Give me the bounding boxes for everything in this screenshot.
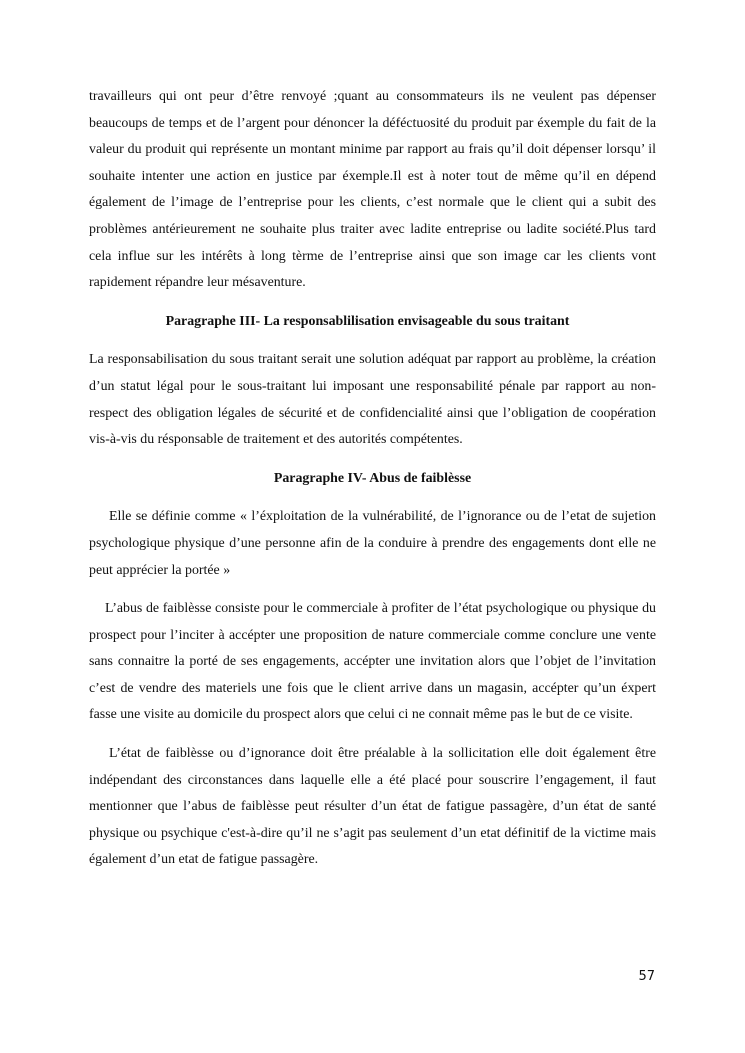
paragraph-definition: Elle se définie comme « l’éxploitation de la vulnérabilité, de l’ignorance ou de l’etat de sujetion psychologique physique d’une personne afin de la conduire à prendre des engagements dont elle ne peut apprécier la portée » [89, 509, 656, 578]
paragraph-etat-faiblesse: L’état de faiblèsse ou d’ignorance doit être préalable à la sollicitation elle doit également être indépendant des circonstances dans laquelle elle a été placé pour souscrire l’engagement, il faut mentionner que l’abus de faiblèsse peut résulter d’un état de fatigue passagère, d’un état de santé physique ou psychique c'est-à-dire qu’il ne s’agit pas seulement d’un etat définitif de la victime mais également d’un etat de fatigue passagère. [89, 746, 656, 868]
page-number: 57 [638, 969, 655, 984]
document-page [89, 84, 656, 874]
paragraph-responsabilisation: La responsabilisation du sous traitant serait une solution adéquat par rapport au problème, la création d’un statut légal pour le sous-traitant lui imposant une responsabilité pénale par rapport au non-respect des obligation légales de sécurité et de confidencialité ainsi que l’obligation de coopération vis-à-vis du résponsable de traitement et des autorités compétentes. [89, 352, 656, 448]
section-heading-paragraphe-iv: Paragraphe IV- Abus de faiblèsse [273, 470, 472, 486]
intro-paragraph: travailleurs qui ont peur d’être renvoyé ;quant au consommateurs ils ne veulent pas dépenser beaucoups de temps et de l’argent pour dénoncer la déféctuosité du produit par éxemple du fait de la valeur du produit qui représente un montant minime par rapport au frais qu’il doit dépenser lorsqu’ il souhaite intenter une action en justice par éxemple.Il est à noter tout de même qu’il en dépend également de l’image de l’entreprise pour les clients, c’est normale que le client qui a subit des problèmes antérieurement ne souhaite plus traiter avec ladite entreprise ou ladite société.Plus tard cela influe sur les intérêts à long tèrme de l’entreprise ainsi que son image car les clients vont rapidement répandre leur mésaventure. [89, 89, 656, 291]
section-heading-paragraphe-iii: Paragraphe III- La responsablilisation envisageable du sous traitant [165, 313, 570, 329]
paragraph-abus-description: L’abus de faiblèsse consiste pour le commerciale à profiter de l’état psychologique ou physique du prospect pour l’inciter à accépter une proposition de nature commerciale comme conclure une vente sans connaitre la porté de ses engagements, accépter une invitation alors que l’objet de l’invitation c’est de vendre des materiels une fois que le client arrive dans un magasin, accépter qu’un éxpert fasse une visite au domicile du prospect alors que celui ci ne connait même pas le but de ce visite. [89, 601, 656, 723]
